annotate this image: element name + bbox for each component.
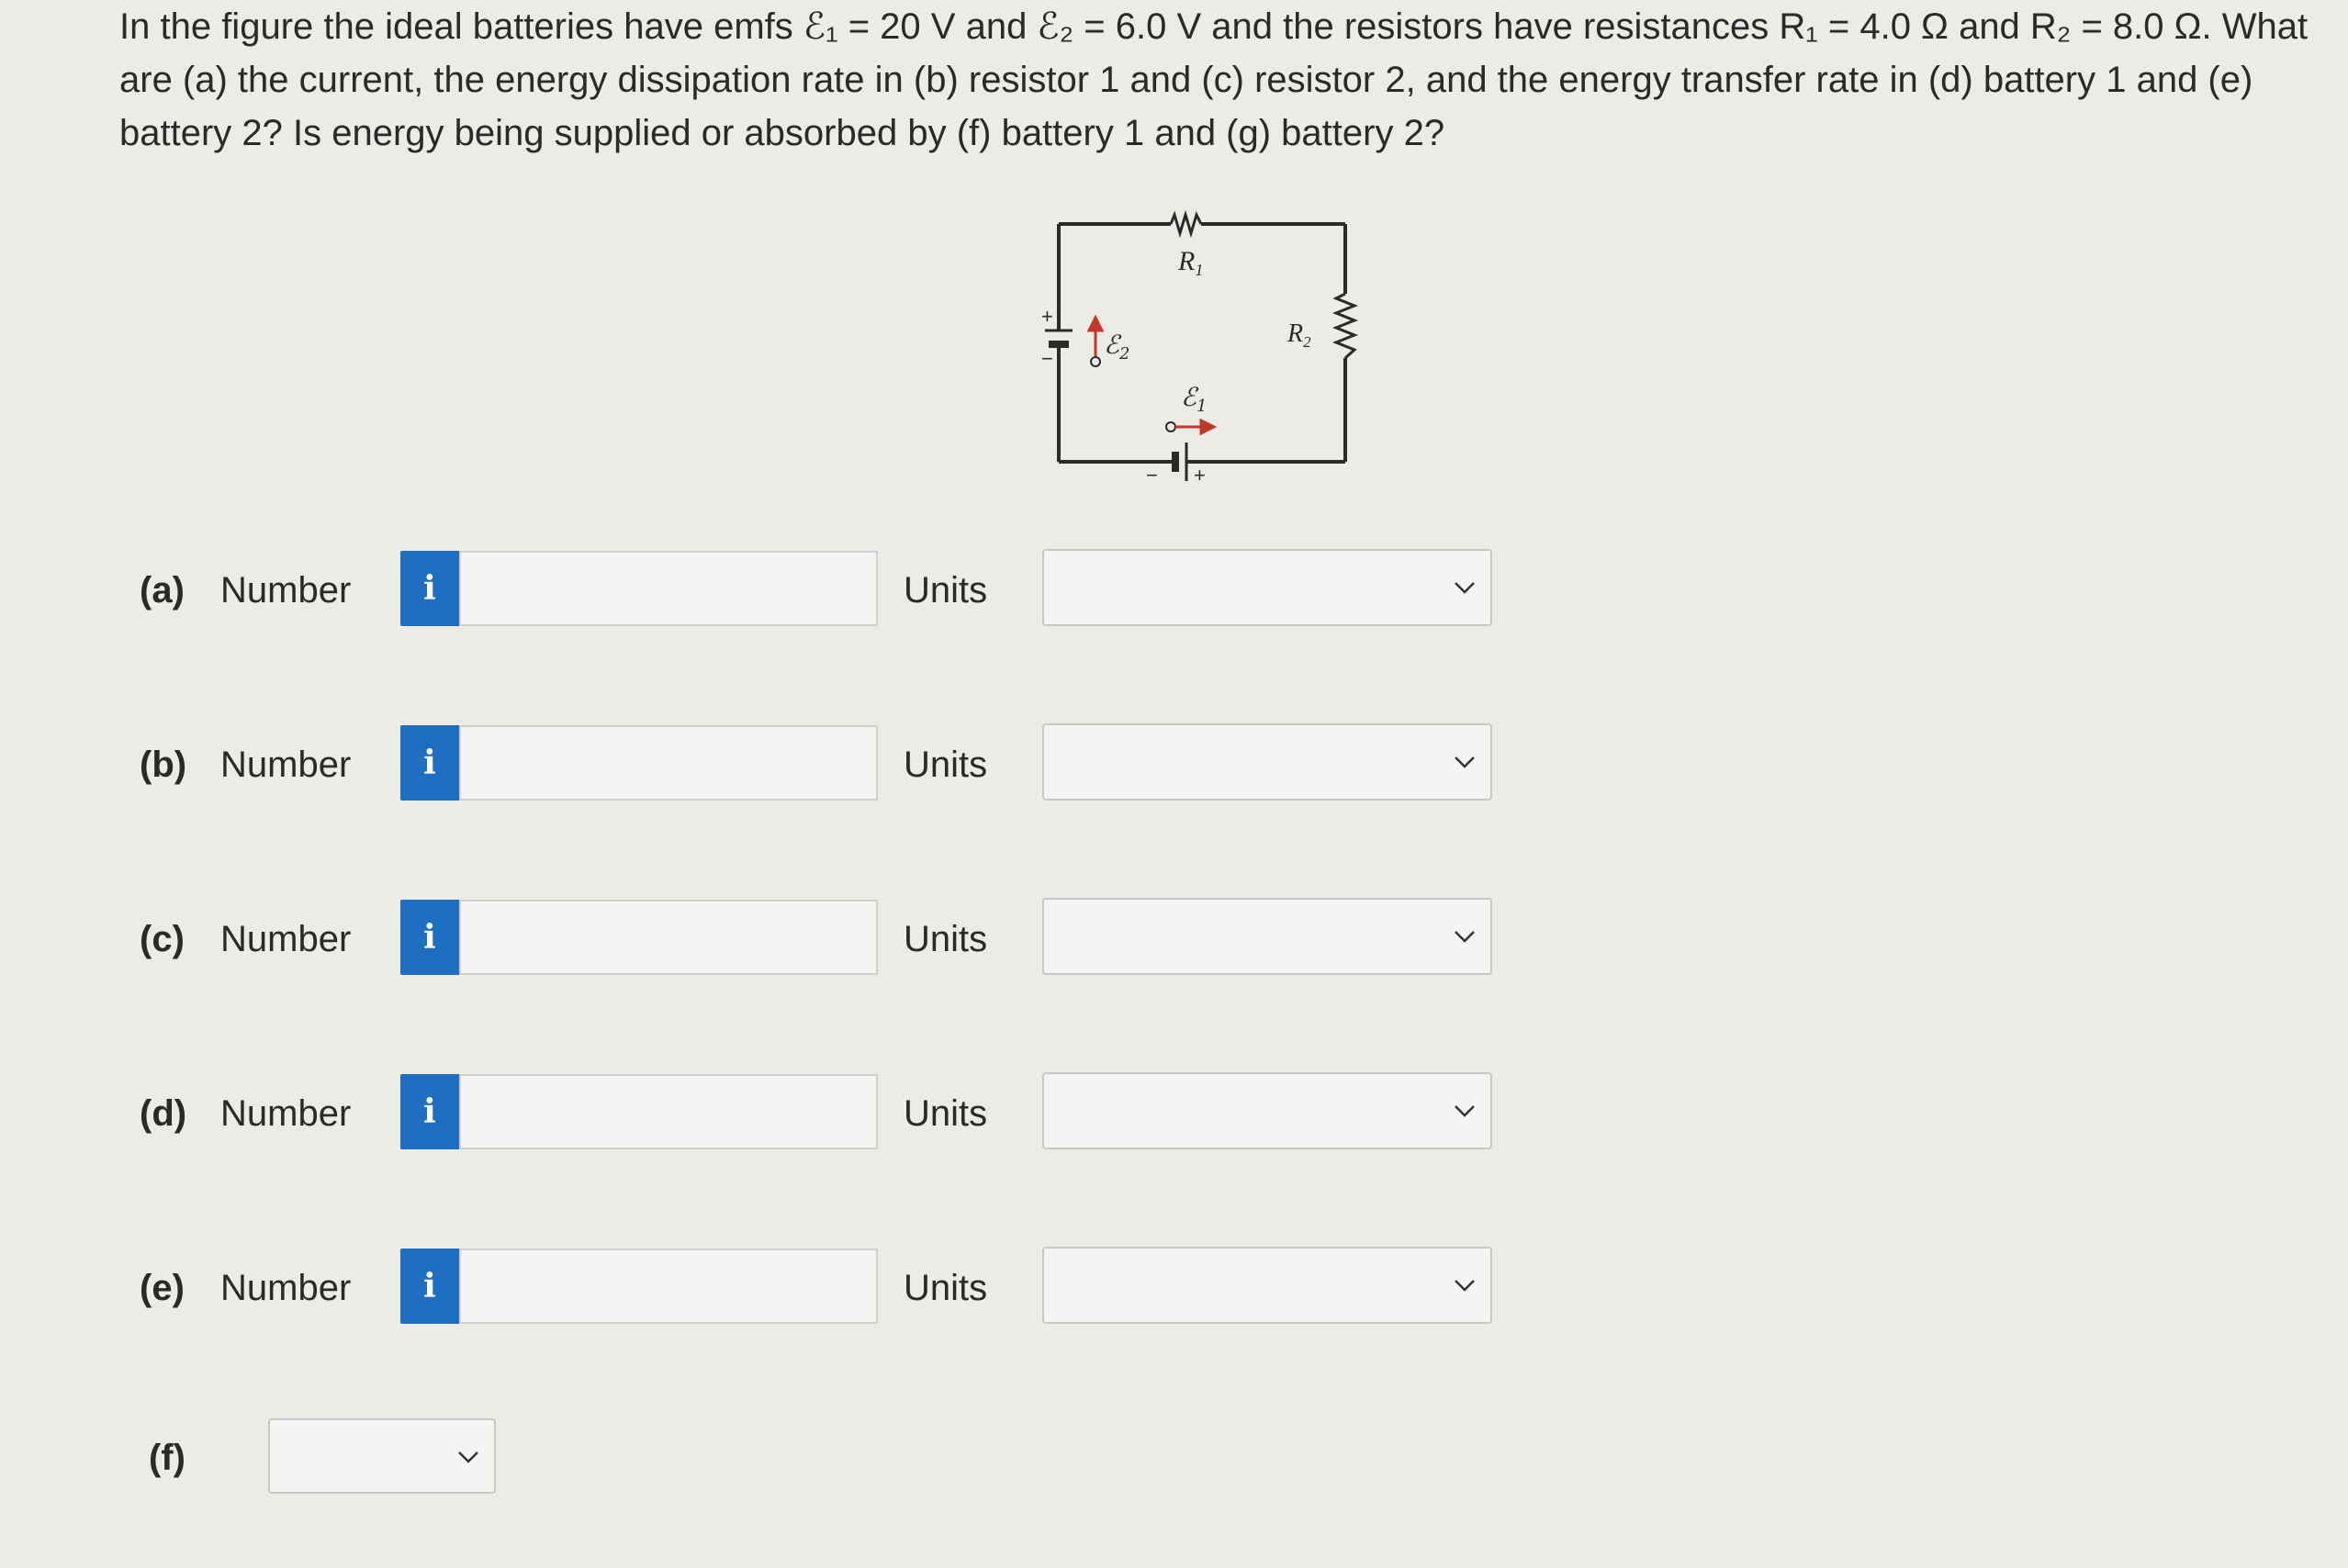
part-e-label: (e) [140,1268,185,1308]
circuit-diagram [1028,202,1359,496]
battery-1-plus: + [1194,464,1206,487]
part-f-row [0,1418,1561,1501]
e2-arrow [1089,318,1102,356]
part-e-number-input[interactable] [459,1249,878,1324]
part-d-number-label: Number [220,1093,352,1134]
e2-label: ℰ$_2$ [1104,330,1130,364]
part-c-row [0,900,1561,982]
part-a-units-select[interactable] [1042,549,1492,626]
part-b-units-label: Units [904,745,988,785]
question-text [119,0,2309,160]
battery-1-minus: − [1146,464,1158,487]
part-c-label: (c) [140,919,185,959]
part-a-number-input[interactable] [459,551,878,626]
e2-arrow-tail [1091,357,1100,366]
part-a-row [0,551,1561,633]
part-b-info-button[interactable]: i [400,725,459,801]
part-a-number-label: Number [220,570,352,610]
r2-label: $R_2$ [1287,319,1311,351]
part-c-units-label: Units [904,919,988,959]
chevron-down-icon [1452,1098,1477,1124]
question-line-1: In the figure the ideal batteries have emfs ℰ₁ = 20 V and ℰ₂ = 6.0 V and the resistors have resistances R₁ = 4.0 Ω and R₂ = 8.0 Ω. What [119,6,2309,47]
part-d-label: (d) [140,1093,187,1134]
e1-label: ℰ$_1$ [1181,382,1208,416]
part-e-row [0,1249,1561,1331]
battery-2-minus: − [1041,347,1053,370]
chevron-down-icon [1452,1272,1477,1298]
chevron-down-icon [455,1444,481,1470]
part-d-info-button[interactable]: i [400,1074,459,1149]
part-a-label: (a) [140,570,185,610]
part-b-label: (b) [140,745,187,785]
circuit-figure [1028,202,1359,496]
r1-label: $R_1$ [1178,246,1204,279]
part-a-info-button[interactable]: i [400,551,459,626]
e1-arrow-tail [1166,422,1175,431]
part-f-label: (f) [149,1438,185,1478]
part-c-number-label: Number [220,919,352,959]
part-e-units-label: Units [904,1268,988,1308]
part-d-units-select[interactable] [1042,1072,1492,1149]
battery-2-plus: + [1041,305,1053,328]
question-line-3: battery 2? Is energy being supplied or absorbed by (f) battery 1 and (g) battery 2? [119,113,1445,153]
part-b-number-label: Number [220,745,352,785]
part-c-number-input[interactable] [459,900,878,975]
part-b-number-input[interactable] [459,725,878,801]
r1-resistor [1171,215,1201,233]
part-e-info-button[interactable]: i [400,1249,459,1324]
chevron-down-icon [1452,575,1477,600]
part-d-row [0,1074,1561,1157]
part-c-info-button[interactable]: i [400,900,459,975]
part-c-units-select[interactable] [1042,898,1492,975]
part-e-units-select[interactable] [1042,1247,1492,1324]
part-d-units-label: Units [904,1093,988,1134]
e1-arrow [1175,420,1214,433]
part-e-number-label: Number [220,1268,352,1308]
chevron-down-icon [1452,924,1477,949]
part-b-row [0,725,1561,808]
question-line-2: are (a) the current, the energy dissipation rate in (b) resistor 1 and (c) resistor 2, and the energy transfer rate in (d) battery 1 and (e) [119,60,2253,100]
part-d-number-input[interactable] [459,1074,878,1149]
r2-resistor [1336,294,1354,358]
chevron-down-icon [1452,749,1477,775]
part-f-select[interactable] [268,1418,496,1494]
part-a-units-label: Units [904,570,988,610]
part-b-units-select[interactable] [1042,723,1492,801]
